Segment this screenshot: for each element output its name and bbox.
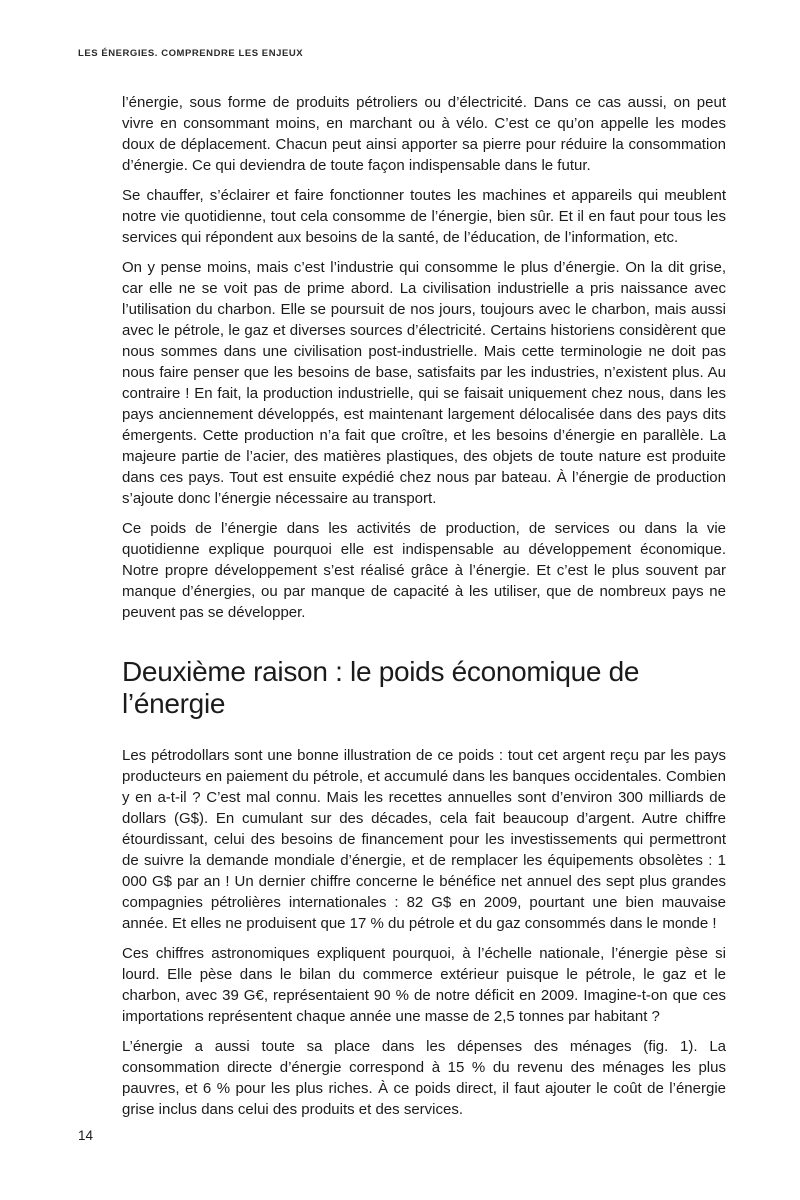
page-number: 14 (78, 1128, 94, 1143)
body-paragraph: l’énergie, sous forme de produits pétroliers ou d’électricité. Dans ce cas aussi, on peut vivre en consommant moins, en marchant ou à vélo. C’est ce qu’on appelle les modes doux de déplacement. Chacun peut ainsi apporter sa pierre pour réduire la consommation d’énergie. Ce qui deviendra de toute façon indispensable dans le futur. (122, 94, 726, 174)
body-paragraph: Les pétrodollars sont une bonne illustration de ce poids : tout cet argent reçu par les pays producteurs en paiement du pétrole, et accumulé dans les banques occidentales. Combien y en a-t-il ? C’est mal connu. Mais les recettes annuelles sont d’environ 300 milliards de dollars (G$). En cumulant sur des décades, cela fait beaucoup d’argent. Autre chiffre étourdissant, celui des besoins de financement pour les investissements qui permettront de suivre la demande mondiale d’énergie, et de remplacer les équipements obsolètes : 1 000 G$ par an ! Un dernier chiffre concerne le bénéfice net annuel des sept plus grandes compagnies pétrolières internationales : 82 G$ en 2009, pourtant une bien mauvaise année. Et elles ne produisent que 17 % du pétrole et du gaz consommés dans le monde ! (122, 747, 726, 932)
body-paragraph: Ce poids de l’énergie dans les activités de production, de services ou dans la vie quotidienne explique pourquoi elle est indispensable au développement économique. Notre propre développement s’est réalisé grâce à l’énergie. Et c’est le plus souvent par manque d’énergies, ou par manque de capacité à les utiliser, que de nombreux pays ne peuvent pas se développer. (122, 520, 726, 621)
body-paragraph: Ces chiffres astronomiques expliquent pourquoi, à l’échelle nationale, l’énergie pèse si lourd. Elle pèse dans le bilan du commerce extérieur puisque le pétrole, le gaz et le charbon, avec 39 G€, représentaient 90 % de notre déficit en 2009. Imagine-t-on que ces importations représentent chaque année une masse de 2,5 tonnes par habitant ? (122, 945, 726, 1025)
running-header: LES ÉNERGIES. COMPRENDRE LES ENJEUX (78, 48, 304, 59)
body-paragraph: Se chauffer, s’éclairer et faire fonctionner toutes les machines et appareils qui meublent notre vie quotidienne, tout cela consomme de l’énergie, bien sûr. Et il en faut pour tous les services qui répondent aux besoins de la santé, de l’éducation, de l’information, etc. (122, 187, 726, 246)
section-heading: Deuxième raison : le poids économique de l’énergie (122, 656, 640, 719)
body-paragraph: On y pense moins, mais c’est l’industrie qui consomme le plus d’énergie. On la dit grise, car elle ne se voit pas de prime abord. La civilisation industrielle a pris naissance avec l’utilisation du charbon. Elle se poursuit de nos jours, toujours avec le charbon, mais aussi avec le pétrole, le gaz et diverses sources d’électricité. Certains historiens considèrent que nous sommes dans une civilisation post-industrielle. Mais cette terminologie ne doit pas nous faire penser que les besoins de base, satisfaits par les industries, n’existent plus. Au contraire ! En fait, la production industrielle, qui se faisait uniquement chez nous, dans les pays anciennement développés, est maintenant largement délocalisée dans des pays dits émergents. Cette production n’a fait que croître, et les besoins d’énergie en parallèle. La majeure partie de l’acier, des matières plastiques, des objets de toute nature est produite dans ces pays. Tout est ensuite expédié chez nous par bateau. À l’énergie de production s’ajoute donc l’énergie nécessaire au transport. (122, 259, 726, 507)
body-paragraph: L’énergie a aussi toute sa place dans les dépenses des ménages (fig. 1). La consommation directe d’énergie correspond à 15 % du revenu des ménages les plus pauvres, et 6 % pour les plus riches. À ce poids direct, il faut ajouter le coût de l’énergie grise inclus dans celui des produits et des services. (122, 1038, 726, 1118)
text-column (122, 92, 726, 1129)
